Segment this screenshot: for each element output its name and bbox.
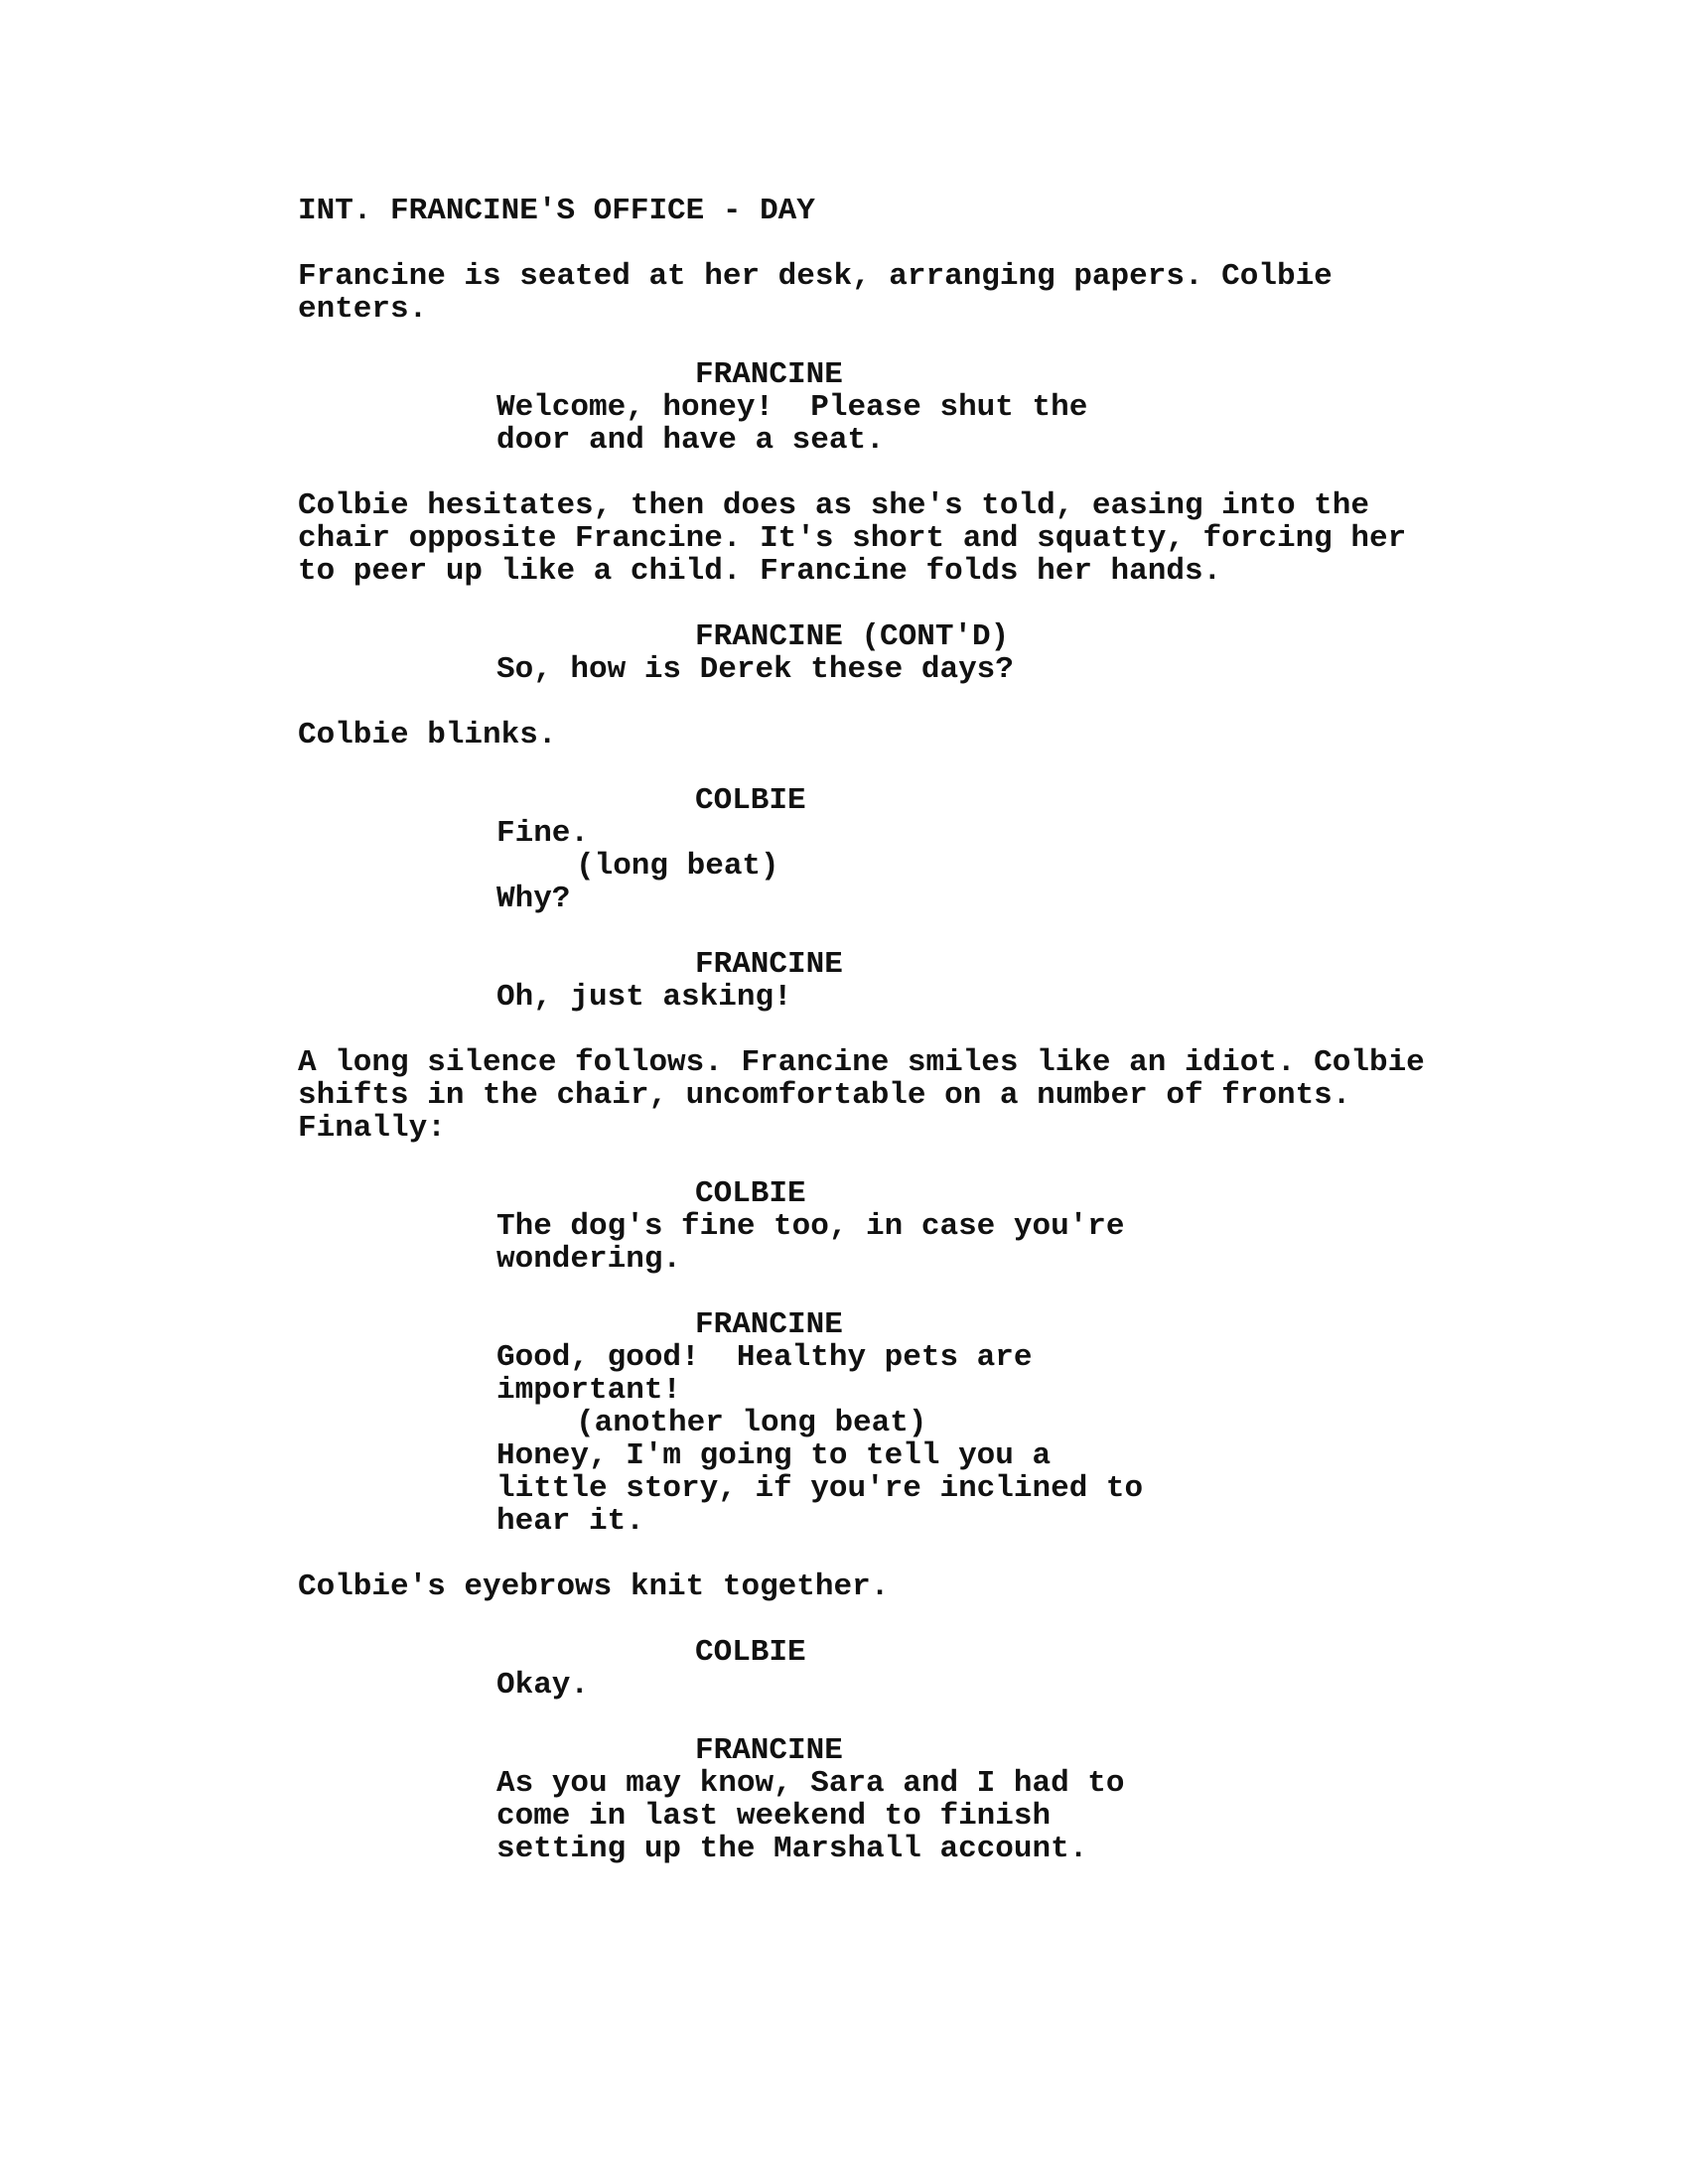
character-name: COLBIE [695, 1176, 806, 1211]
character-name: COLBIE [695, 1635, 806, 1670]
dialogue-line: Fine. [496, 816, 590, 851]
line-spacer [298, 1276, 1489, 1308]
dialogue-line: Oh, just asking! [496, 980, 792, 1015]
dialogue-line: hear it. [496, 1504, 644, 1539]
action-line: Colbie's eyebrows knit together. [298, 1570, 890, 1604]
character-name: FRANCINE [695, 1307, 843, 1342]
screenplay-body [298, 195, 1489, 1865]
line-spacer [298, 686, 1489, 719]
character-name: FRANCINE (CONT'D) [695, 619, 1010, 654]
action-line: Colbie blinks. [298, 718, 557, 752]
dialogue-line: So, how is Derek these days? [496, 652, 1014, 687]
dialogue-line: Honey, I'm going to tell you a [496, 1438, 1052, 1473]
character-name: FRANCINE [695, 1733, 843, 1768]
dialogue-line: Why? [496, 882, 571, 916]
line-spacer [298, 1145, 1489, 1177]
dialogue-line: As you may know, Sara and I had to [496, 1766, 1125, 1801]
line-spacer [298, 457, 1489, 489]
parenthetical: (long beat) [576, 849, 779, 884]
character-name: FRANCINE [695, 357, 843, 392]
dialogue-line: important! [496, 1373, 682, 1408]
line-spacer [298, 1702, 1489, 1734]
character-name: FRANCINE [695, 947, 843, 982]
dialogue-line: setting up the Marshall account. [496, 1832, 1088, 1866]
line-spacer [298, 227, 1489, 260]
dialogue-line: The dog's fine too, in case you're [496, 1209, 1125, 1244]
line-spacer [298, 588, 1489, 620]
dialogue-line: come in last weekend to finish [496, 1799, 1052, 1834]
dialogue-line: door and have a seat. [496, 423, 885, 458]
dialogue-line: Good, good! Healthy pets are [496, 1340, 1033, 1375]
line-spacer [298, 751, 1489, 784]
dialogue-line: Welcome, honey! Please shut the [496, 390, 1088, 425]
action-line: Colbie hesitates, then does as she's told, easing into the [298, 488, 1369, 523]
dialogue-line: little story, if you're inclined to [496, 1471, 1144, 1506]
action-line: to peer up like a child. Francine folds her hands. [298, 554, 1222, 589]
line-spacer [298, 1538, 1489, 1570]
parenthetical: (another long beat) [576, 1406, 927, 1440]
action-line: enters. [298, 292, 428, 327]
line-spacer [298, 1603, 1489, 1636]
dialogue-line: wondering. [496, 1242, 682, 1277]
action-line: A long silence follows. Francine smiles like an idiot. Colbie [298, 1045, 1425, 1080]
character-name: COLBIE [695, 783, 806, 818]
action-line: Finally: [298, 1111, 446, 1146]
dialogue-line: Okay. [496, 1668, 590, 1703]
line-spacer [298, 915, 1489, 948]
action-line: chair opposite Francine. It's short and squatty, forcing her [298, 521, 1407, 556]
line-spacer [298, 326, 1489, 358]
line-spacer [298, 1014, 1489, 1046]
action-line: shifts in the chair, uncomfortable on a number of fronts. [298, 1078, 1351, 1113]
action-line: Francine is seated at her desk, arranging papers. Colbie [298, 259, 1333, 294]
scene-heading: INT. FRANCINE'S OFFICE - DAY [298, 194, 815, 228]
